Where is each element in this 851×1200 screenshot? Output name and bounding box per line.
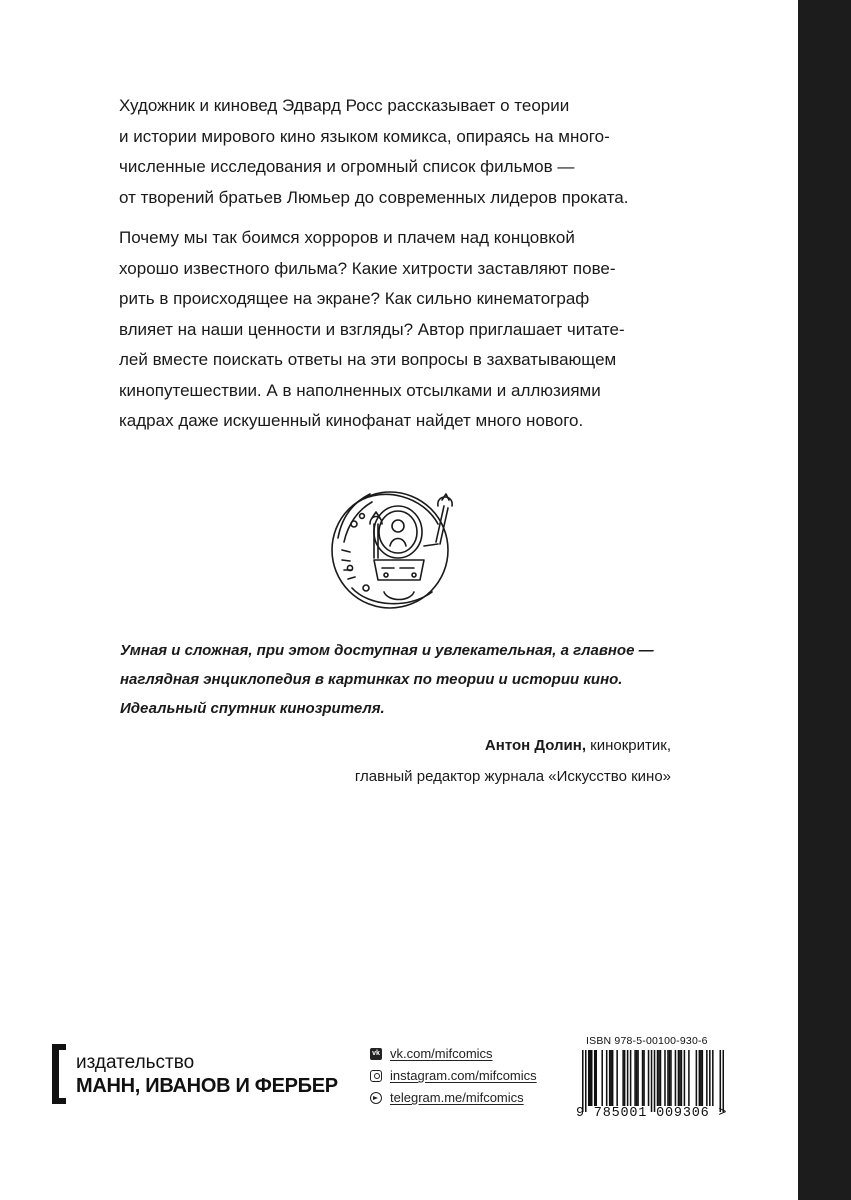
publisher-name: МАНН, ИВАНОВ И ФЕРБЕР	[76, 1075, 338, 1097]
barcode-bar	[675, 1050, 677, 1106]
barcode-digits: 9 785001 009306 >	[576, 1106, 728, 1121]
social-vk[interactable]	[370, 1046, 493, 1061]
barcode-bar	[591, 1050, 593, 1106]
barcode-bar	[610, 1050, 612, 1106]
round-robot-pod-icon	[328, 476, 468, 616]
quote-author-role: кинокритик,	[586, 737, 671, 754]
description-paragraph-1	[119, 91, 664, 213]
text-line: лей вместе поискать ответы на эти вопросы в захватывающем	[119, 350, 617, 369]
barcode-bar	[699, 1050, 701, 1106]
publisher-label: издательство	[76, 1052, 195, 1073]
barcode-bar	[658, 1050, 660, 1106]
text-line: кадрах даже искушенный кинофанат найдет много нового.	[119, 411, 584, 430]
barcode-bar	[637, 1050, 639, 1106]
instagram-icon	[370, 1070, 382, 1082]
barcode-bar	[622, 1050, 624, 1106]
vk-icon: vk	[370, 1048, 382, 1060]
text-line: хорошо известного фильма? Какие хитрости заставляют пове-	[119, 258, 616, 278]
barcode-bar	[660, 1050, 662, 1106]
barcode-bar	[688, 1050, 690, 1106]
quote-attribution	[485, 737, 671, 754]
barcode-bar	[706, 1050, 708, 1106]
barcode-bar	[585, 1050, 587, 1112]
book-spine	[798, 0, 851, 1200]
barcode-bar	[624, 1050, 626, 1106]
barcode-bar	[651, 1050, 653, 1112]
barcode-bar	[684, 1050, 686, 1106]
barcode-bar	[664, 1050, 666, 1106]
barcode-bar	[606, 1050, 608, 1106]
quote-line: Идеальный спутник кинозрителя.	[120, 700, 385, 717]
barcode-bar	[627, 1050, 629, 1106]
barcode-bar	[634, 1050, 636, 1106]
quote-line: Умная и сложная, при этом доступная и увлекательная, а главное —	[120, 642, 654, 659]
quote-author: Антон Долин,	[484, 737, 586, 754]
barcode-bar	[616, 1050, 618, 1106]
barcode-bar	[678, 1050, 680, 1106]
social-instagram[interactable]	[370, 1068, 537, 1083]
barcode-bar	[588, 1050, 590, 1106]
publisher-bracket-logo	[52, 1044, 59, 1104]
barcode-bar	[609, 1050, 611, 1106]
text-line: Почему мы так боимся хорроров и плачем над концовкой	[119, 228, 575, 247]
telegram-icon	[370, 1092, 382, 1104]
text-line: Художник и киновед Эдвард Росс рассказывает о теории	[119, 96, 570, 115]
barcode-bar	[712, 1050, 714, 1106]
description-paragraph-2	[119, 223, 664, 437]
text-line: от творений братьев Люмьер до современных лидеров проката.	[119, 187, 629, 207]
barcode-bar	[582, 1050, 584, 1112]
barcode-bar	[642, 1050, 644, 1106]
text-line: и истории мирового кино языком комикса, опираясь на много-	[119, 126, 610, 146]
barcode-bar	[657, 1050, 659, 1106]
social-vk-link[interactable]: vk.com/mifcomics	[390, 1046, 493, 1061]
barcode-bar	[720, 1050, 722, 1112]
text-line: численные исследования и огромный список фильмов —	[119, 157, 575, 176]
barcode-bar	[594, 1050, 596, 1106]
text-line: рить в происходящее на экране? Как сильно кинематограф	[119, 289, 590, 308]
barcode	[582, 1050, 724, 1112]
barcode-bar	[667, 1050, 669, 1106]
barcode-bar	[589, 1050, 591, 1106]
barcode-bar	[669, 1050, 671, 1106]
barcode-bar	[679, 1050, 681, 1106]
social-instagram-link[interactable]: instagram.com/mifcomics	[390, 1068, 537, 1083]
social-telegram-link[interactable]: telegram.me/mifcomics	[390, 1090, 524, 1105]
barcode-bar	[723, 1050, 724, 1112]
barcode-bar	[709, 1050, 711, 1106]
barcode-bar	[601, 1050, 603, 1106]
text-line: кинопутешествии. А в наполненных отсылками и аллюзиями	[119, 380, 601, 400]
barcode-bar	[630, 1050, 632, 1106]
quote-line: наглядная энциклопедия в картинках по теории и истории кино.	[120, 671, 623, 688]
barcode-bar	[696, 1050, 698, 1106]
barcode-bar	[595, 1050, 597, 1106]
review-quote	[120, 636, 680, 723]
barcode-bar	[612, 1050, 614, 1106]
barcode-bar	[700, 1050, 702, 1106]
social-telegram[interactable]	[370, 1090, 524, 1105]
barcode-bar	[681, 1050, 683, 1106]
barcode-bar	[654, 1050, 656, 1112]
barcode-bar	[636, 1050, 638, 1106]
quote-author-title: главный редактор журнала «Искусство кино»	[354, 768, 671, 785]
barcode-bar	[670, 1050, 672, 1106]
text-line: влияет на наши ценности и взгляды? Автор приглашает читате-	[119, 319, 625, 339]
isbn-number: ISBN 978-5-00100-930-6	[586, 1035, 708, 1047]
barcode-bar	[648, 1050, 650, 1106]
barcode-bar	[702, 1050, 704, 1106]
barcode-bar	[643, 1050, 645, 1106]
